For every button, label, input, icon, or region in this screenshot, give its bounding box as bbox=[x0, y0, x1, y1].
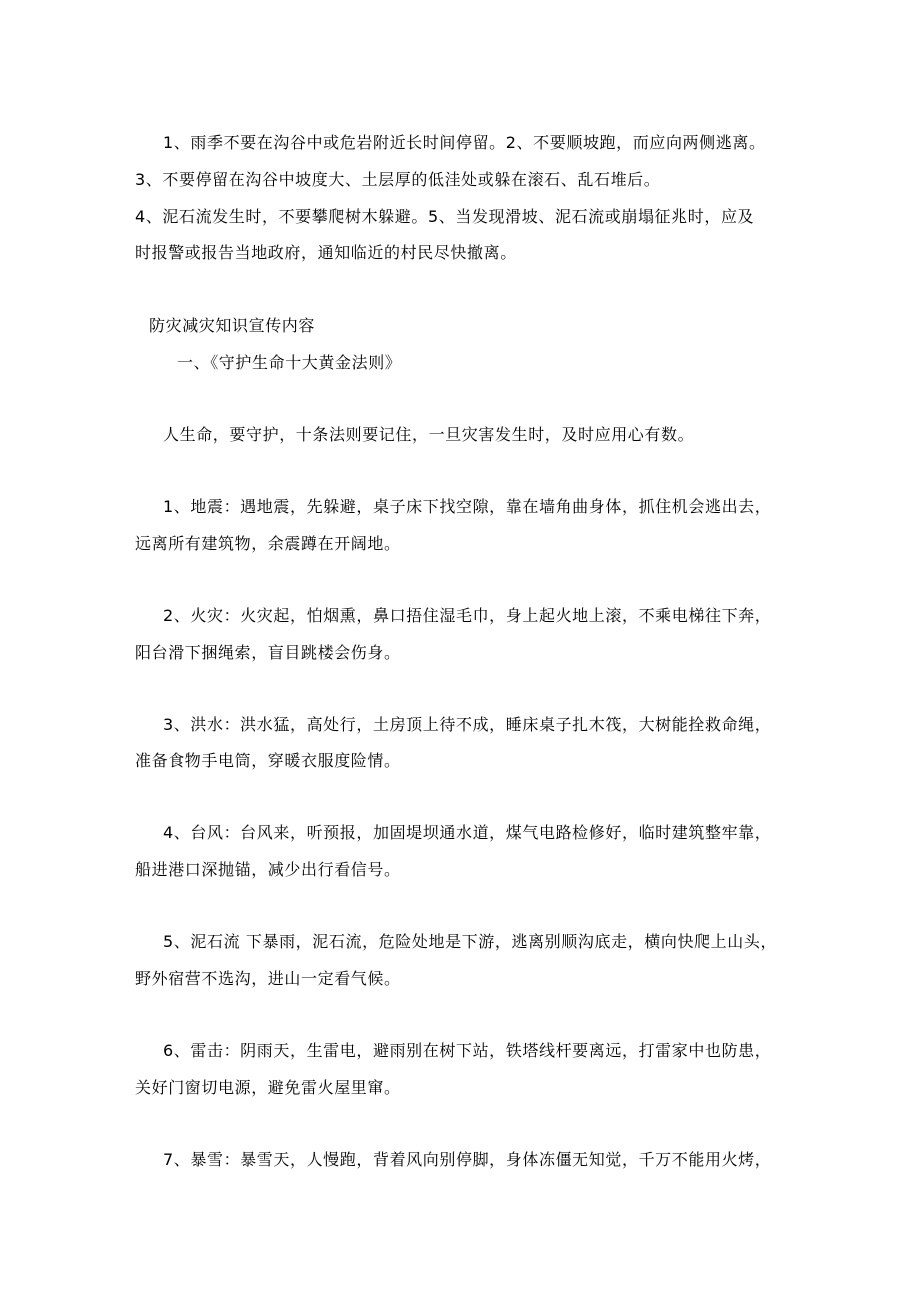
intro-paragraph-line: 3、不要停留在沟谷中坡度大、土层厚的低洼处或躲在滚石、乱石堆后。 bbox=[135, 170, 661, 189]
rule-line: 准备食物手电筒，穿暖衣服度险情。 bbox=[135, 751, 401, 770]
rule-line: 2、火灾：火灾起，怕烟熏，鼻口捂住湿毛巾，身上起火地上滚，不乘电梯往下奔， bbox=[163, 606, 772, 625]
rule-line: 4、台风：台风来，听预报，加固堤坝通水道，煤气电路检修好，临时建筑整牢靠， bbox=[163, 823, 772, 842]
intro-paragraph-line: 4、泥石流发生时，不要攀爬树木躲避。5、当发现滑坡、泥石流或崩塌征兆时，应及 bbox=[135, 207, 755, 226]
rule-line: 船进港口深抛锚，减少出行看信号。 bbox=[135, 860, 401, 879]
lead-paragraph: 人生命，要守护，十条法则要记住，一旦灾害发生时，及时应用心有数。 bbox=[163, 425, 695, 444]
rule-line: 7、暴雪：暴雪天，人慢跑，背着风向别停脚，身体冻僵无知觉，千万不能用火烤， bbox=[163, 1150, 772, 1169]
rule-line: 关好门窗切电源，避免雷火屋里窜。 bbox=[135, 1078, 401, 1097]
intro-paragraph-line: 1、雨季不要在沟谷中或危岩附近长时间停留。2、不要顺坡跑，而应向两侧逃离。 bbox=[163, 133, 766, 152]
rule-line: 6、雷击：阴雨天，生雷电，避雨别在树下站，铁塔线杆要离远，打雷家中也防患， bbox=[163, 1041, 772, 1060]
rule-line: 5、泥石流 下暴雨，泥石流，危险处地是下游，逃离别顺沟底走，横向快爬上山头， bbox=[163, 932, 778, 951]
intro-paragraph-line: 时报警或报告当地政府，通知临近的村民尽快撤离。 bbox=[135, 243, 517, 262]
subsection-title: 一、《守护生命十大黄金法则》 bbox=[177, 353, 402, 372]
rule-line: 远离所有建筑物，余震蹲在开阔地。 bbox=[135, 534, 401, 553]
rule-line: 阳台滑下捆绳索，盲目跳楼会伤身。 bbox=[135, 643, 401, 662]
rule-line: 3、洪水：洪水猛，高处行，土房顶上待不成，睡床桌子扎木筏，大树能拴救命绳， bbox=[163, 715, 772, 734]
rule-line: 1、地震：遇地震，先躲避，桌子床下找空隙，靠在墙角曲身体，抓住机会逃出去， bbox=[163, 497, 772, 516]
section-title: 防灾减灾知识宣传内容 bbox=[149, 316, 316, 335]
rule-line: 野外宿营不选沟，进山一定看气候。 bbox=[135, 969, 401, 988]
